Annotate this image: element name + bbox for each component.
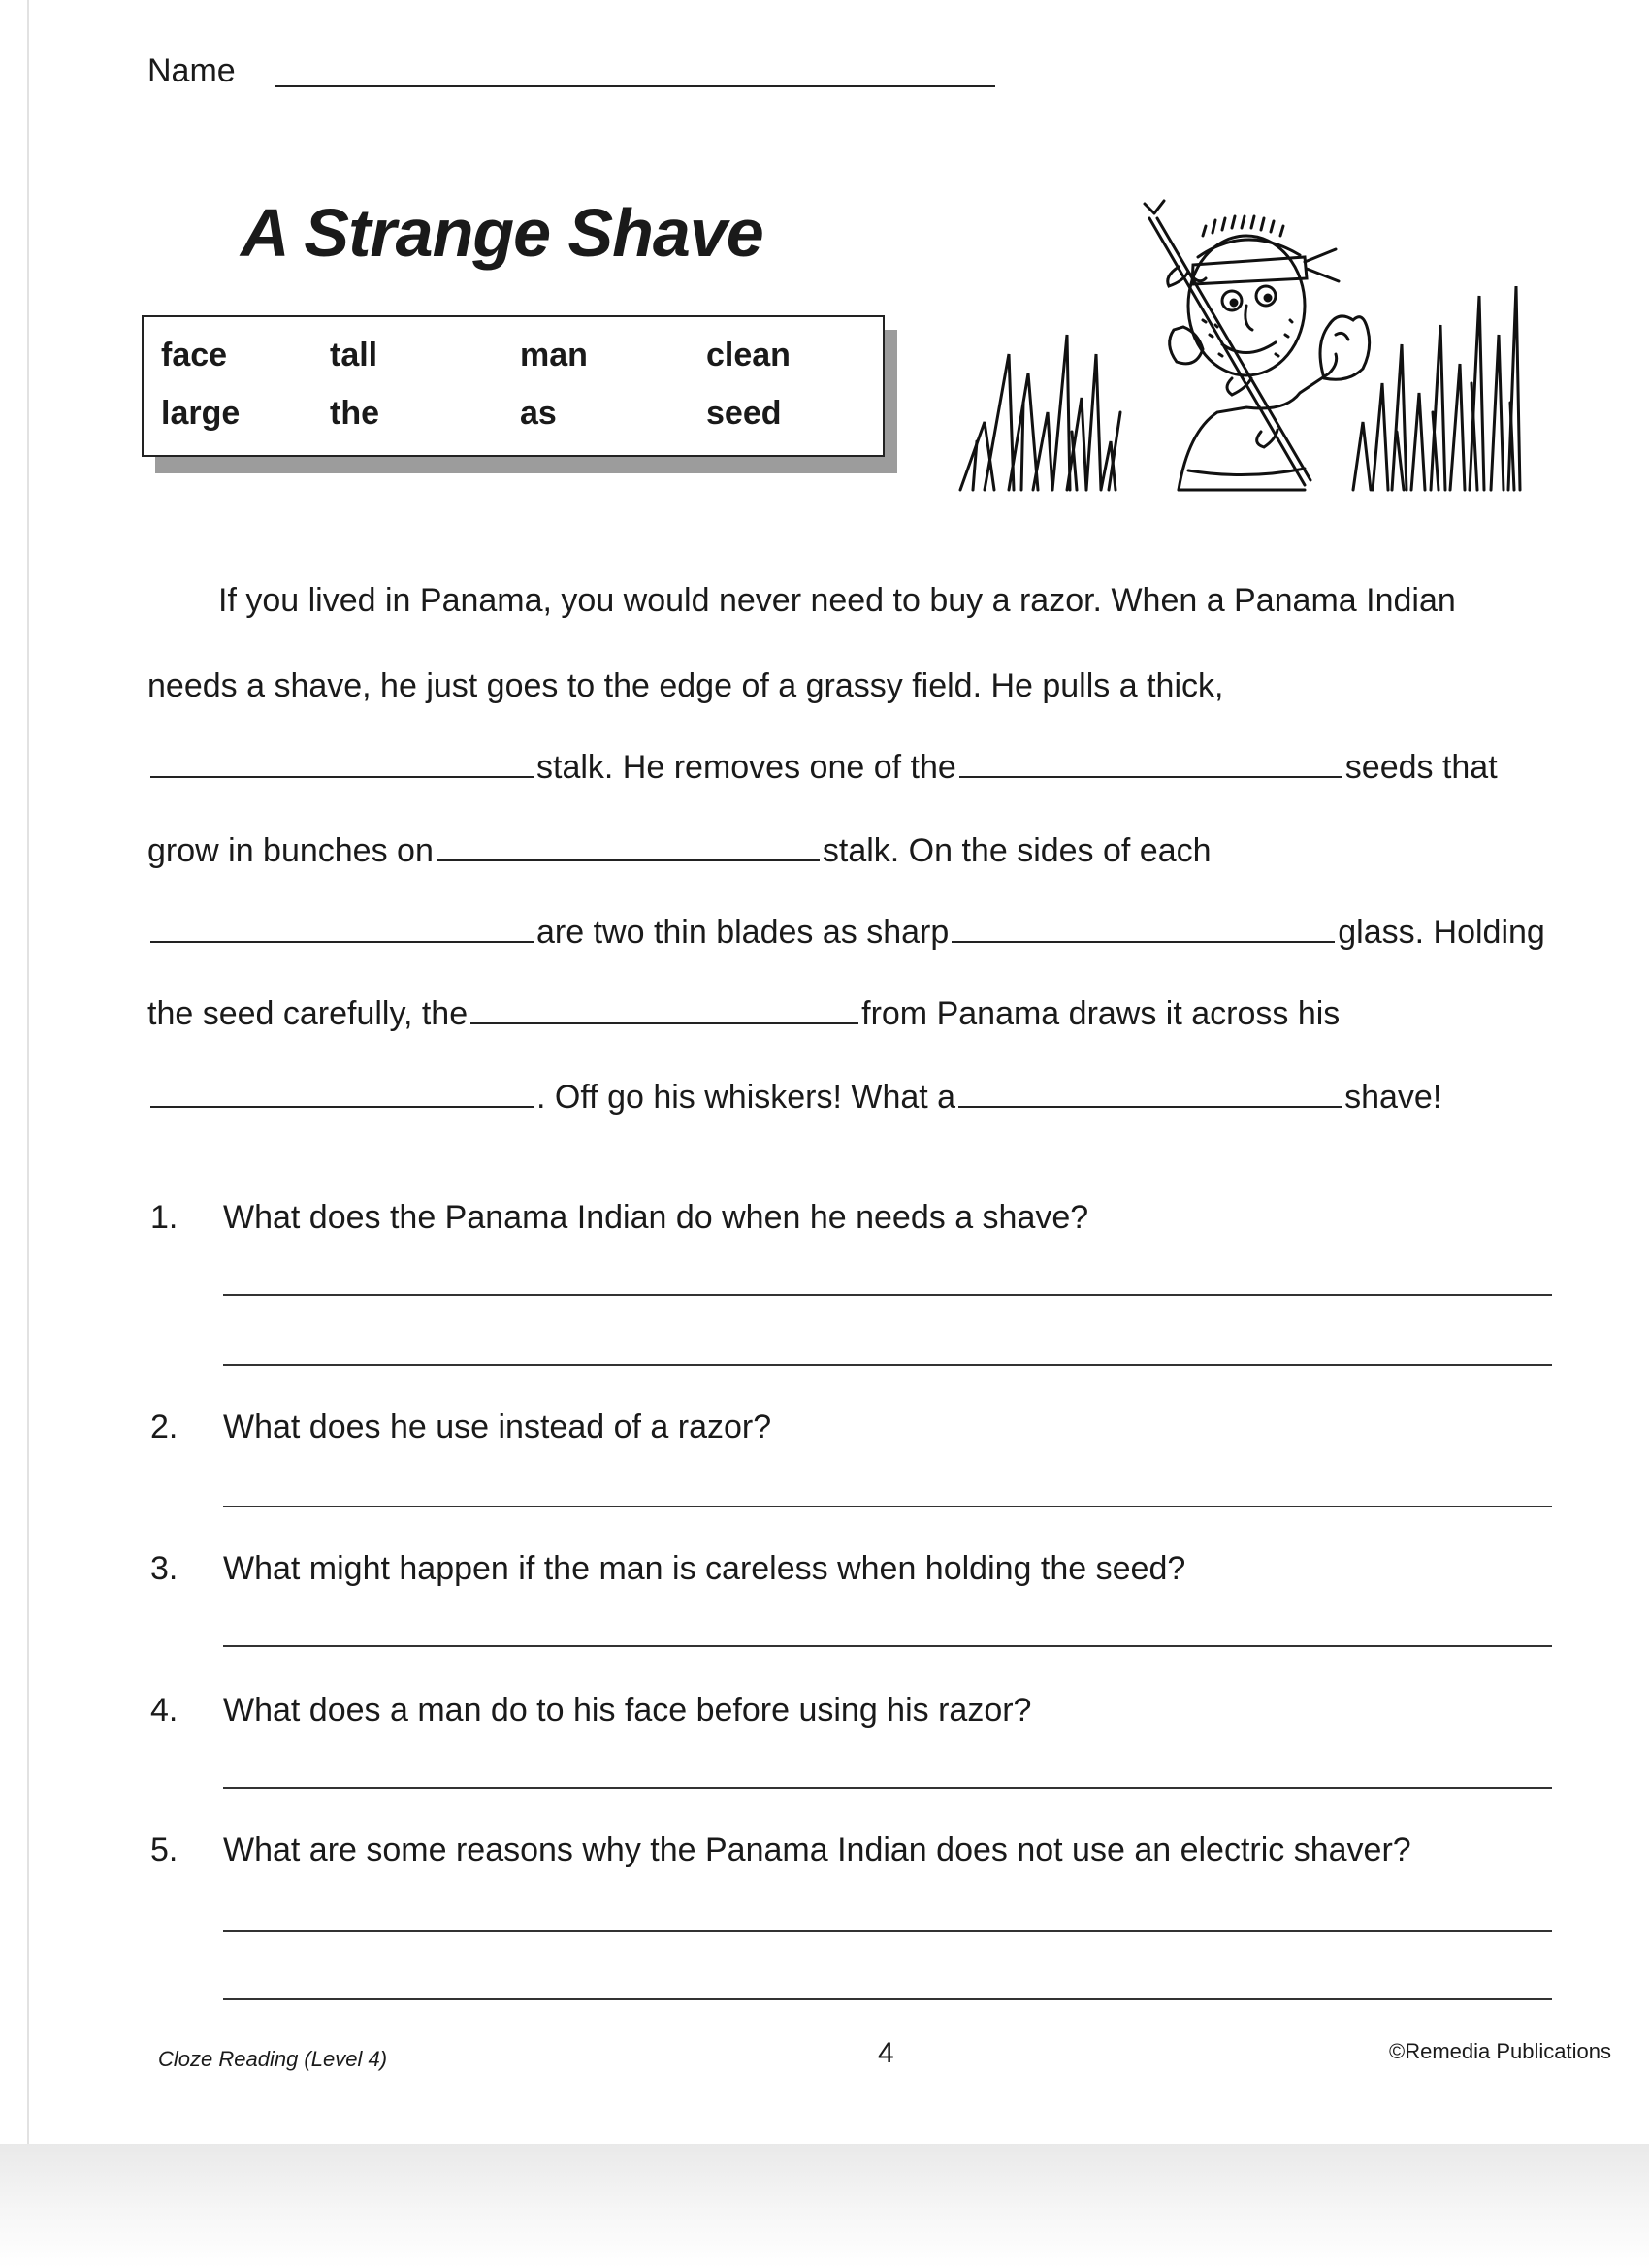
footer-series: Cloze Reading (Level 4): [158, 2047, 388, 2071]
answer-line[interactable]: [223, 1645, 1552, 1647]
passage-line-5: [147, 914, 1545, 952]
question-3: [150, 1550, 1185, 1588]
name-label: Name: [147, 52, 236, 89]
cloze-blank[interactable]: [436, 859, 820, 861]
cloze-blank[interactable]: [958, 1105, 1342, 1108]
scan-shadow: [0, 2144, 1649, 2268]
passage-line-4: [147, 832, 1212, 870]
question-text: What does he use instead of a razor?: [223, 1409, 772, 1445]
page-edge: [27, 0, 29, 2144]
word-bank: [142, 315, 885, 457]
answer-line[interactable]: [223, 1998, 1552, 2000]
passage-line-3: [147, 749, 1498, 787]
cloze-blank[interactable]: [952, 940, 1335, 943]
passage-text: shave!: [1344, 1079, 1442, 1116]
question-text: What might happen if the man is careless when holding the seed?: [223, 1550, 1186, 1587]
word-bank-item: clean: [706, 337, 791, 373]
question-number: 4.: [150, 1692, 178, 1729]
passage-line-1: If you lived in Panama, you would never need to buy a razor. When a Panama Indian: [218, 582, 1456, 619]
name-blank[interactable]: [275, 85, 995, 87]
passage-text: grow in bunches on: [147, 832, 434, 869]
answer-line[interactable]: [223, 1930, 1552, 1932]
word-bank-item: as: [520, 395, 557, 432]
word-bank-item: face: [161, 337, 228, 373]
answer-line[interactable]: [223, 1364, 1552, 1366]
question-text: What does a man do to his face before using his razor?: [223, 1692, 1032, 1729]
passage-line-2: needs a shave, he just goes to the edge of a grassy field. He pulls a thick,: [147, 667, 1224, 704]
page-title: A Strange Shave: [241, 195, 763, 271]
cloze-blank[interactable]: [150, 1105, 534, 1108]
question-5: [150, 1831, 1411, 1869]
question-text: What does the Panama Indian do when he needs a shave?: [223, 1199, 1089, 1236]
passage-text: stalk. On the sides of each: [822, 832, 1212, 869]
man-with-grass-stalk-illustration: [955, 189, 1528, 509]
footer-publisher: ©Remedia Publications: [1389, 2039, 1611, 2063]
passage-text: . Off go his whiskers! What a: [536, 1079, 956, 1116]
passage-text: stalk. He removes one of the: [536, 749, 956, 786]
passage-text: from Panama draws it across his: [861, 995, 1341, 1032]
question-number: 2.: [150, 1409, 178, 1445]
word-bank-item: man: [520, 337, 588, 373]
passage-text: glass. Holding: [1338, 914, 1545, 951]
name-field-row: [147, 52, 1001, 95]
answer-line[interactable]: [223, 1506, 1552, 1507]
answer-line[interactable]: [223, 1294, 1552, 1296]
cloze-blank[interactable]: [959, 775, 1342, 778]
question-2: [150, 1409, 771, 1446]
passage-text: are two thin blades as sharp: [536, 914, 950, 951]
word-bank-item: seed: [706, 395, 782, 432]
word-bank-item: tall: [330, 337, 378, 373]
cloze-blank[interactable]: [470, 1021, 858, 1024]
word-bank-item: large: [161, 395, 241, 432]
question-1: [150, 1199, 1088, 1237]
cloze-blank[interactable]: [150, 775, 534, 778]
cloze-blank[interactable]: [150, 940, 534, 943]
passage-text: the seed carefully, the: [147, 995, 469, 1032]
question-number: 1.: [150, 1199, 178, 1236]
answer-line[interactable]: [223, 1787, 1552, 1789]
passage-line-6: [147, 995, 1340, 1033]
passage-text: seeds that: [1344, 749, 1498, 786]
passage-line-7: [147, 1079, 1441, 1117]
word-bank-item: the: [330, 395, 379, 432]
question-text: What are some reasons why the Panama Indian does not use an electric shaver?: [223, 1831, 1411, 1868]
question-number: 3.: [150, 1550, 178, 1587]
question-number: 5.: [150, 1831, 178, 1868]
question-4: [150, 1692, 1031, 1730]
page-number: 4: [878, 2037, 894, 2069]
